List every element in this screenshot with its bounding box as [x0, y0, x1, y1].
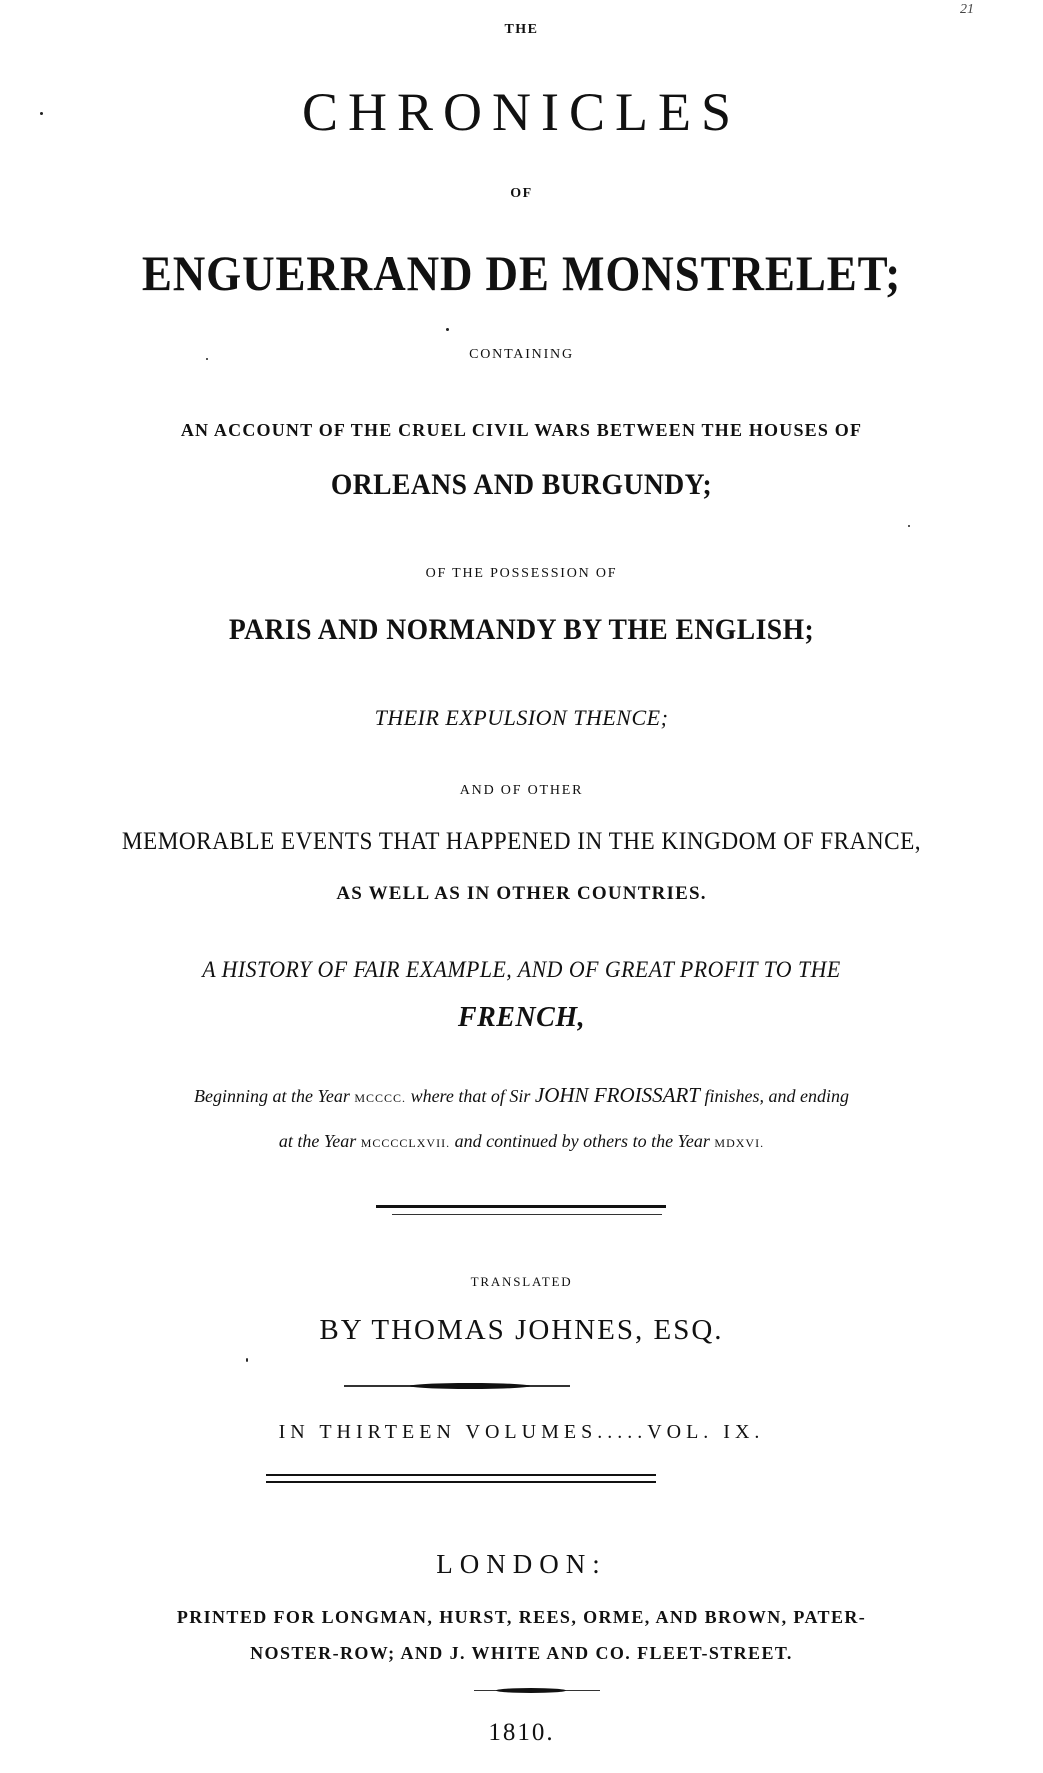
houses-line: ORLEANS AND BURGUNDY;: [330, 468, 713, 501]
possession-intro: OF THE POSSESSION OF: [425, 566, 618, 581]
author-name: ENGUERRAND DE MONSTRELET;: [141, 245, 902, 301]
double-rule-top: [266, 1474, 656, 1476]
volumes-line: IN THIRTEEN VOLUMES.....VOL. IX.: [278, 1421, 765, 1443]
other-intro: AND OF OTHER: [459, 783, 584, 798]
divider-rule-thin: [392, 1214, 662, 1215]
year-line: 1810.: [488, 1719, 555, 1746]
swell-rule: [410, 1383, 530, 1389]
double-rule-bottom: [266, 1481, 656, 1483]
title-of: OF: [510, 186, 533, 201]
scan-speck: [246, 1358, 248, 1362]
title-the: THE: [504, 22, 539, 37]
printer-line-1: PRINTED FOR LONGMAN, HURST, REES, ORME, AND BROWN, PATER-: [176, 1607, 867, 1627]
year-start: MCCCC.: [354, 1091, 407, 1105]
city-line: LONDON:: [436, 1549, 607, 1579]
history-line: A HISTORY OF FAIR EXAMPLE, AND OF GREAT PROFIT TO THE: [202, 957, 841, 982]
froissart-name: JOHN FROISSART: [534, 1083, 700, 1107]
ending-line: [0, 1132, 1043, 1150]
translated-label: TRANSLATED: [470, 1274, 573, 1289]
containing-label: CONTAINING: [469, 347, 574, 362]
ending-text-2: and continued by others to the Year: [450, 1131, 715, 1151]
beginning-text-1: Beginning at the Year: [194, 1086, 355, 1106]
year-continued: MDXVI.: [714, 1136, 765, 1150]
events-line: MEMORABLE EVENTS THAT HAPPENED IN THE KINGDOM OF FRANCE,: [121, 828, 922, 855]
possession-line: PARIS AND NORMANDY BY THE ENGLISH;: [228, 613, 815, 646]
french-line: FRENCH,: [457, 1002, 586, 1033]
countries-line: AS WELL AS IN OTHER COUNTRIES.: [336, 883, 707, 904]
divider-rule: [376, 1205, 666, 1208]
beginning-text-2: where that of Sir: [406, 1086, 535, 1106]
account-line: AN ACCOUNT OF THE CRUEL CIVIL WARS BETWEEN THE HOUSES OF: [180, 420, 863, 440]
title-main: CHRONICLES: [301, 82, 742, 142]
library-mark: 21: [960, 2, 974, 17]
year-end: MCCCCLXVII.: [360, 1136, 451, 1150]
expulsion-line: THEIR EXPULSION THENCE;: [374, 705, 669, 730]
beginning-text-3: finishes, and ending: [699, 1086, 849, 1106]
translator-line: BY THOMAS JOHNES, ESQ.: [319, 1314, 724, 1346]
scan-speck: [908, 525, 910, 527]
beginning-line: [0, 1085, 1043, 1106]
ending-text-1: at the Year: [278, 1131, 361, 1151]
small-swell-rule: [496, 1688, 566, 1693]
printer-line-2: NOSTER-ROW; AND J. WHITE AND CO. FLEET-STREET.: [250, 1643, 793, 1663]
scan-speck: [446, 328, 449, 331]
